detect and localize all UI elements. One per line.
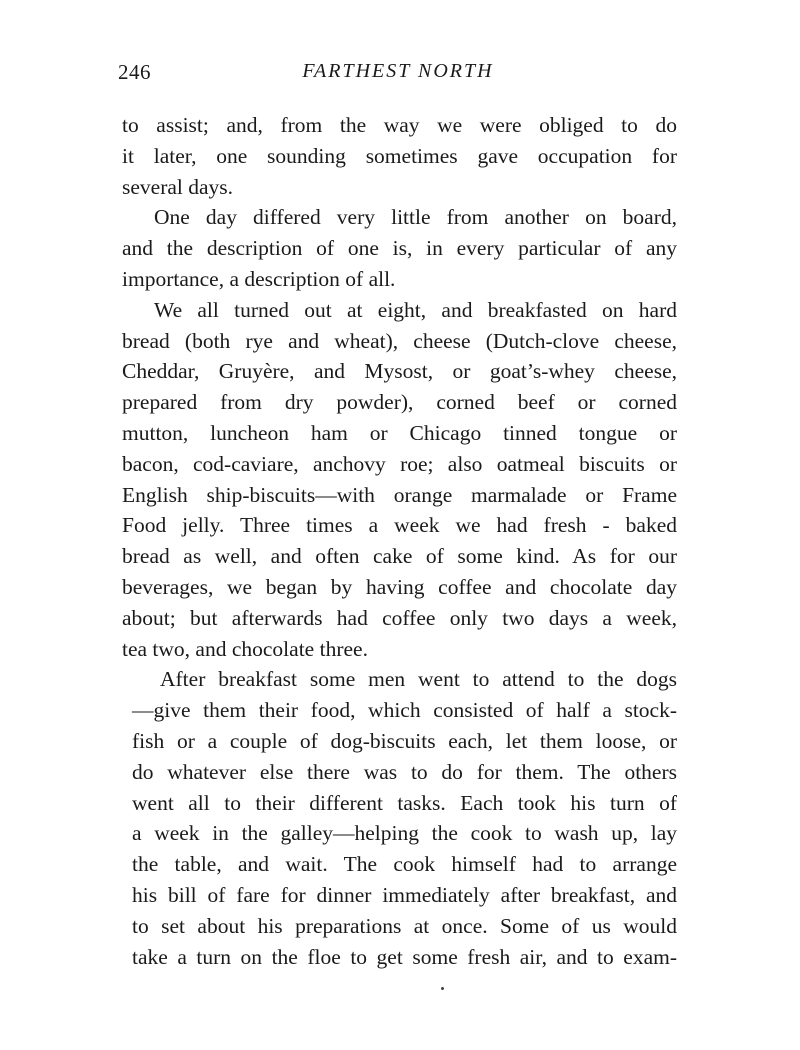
text-line: bacon, cod-caviare, anchovy roe; also oatmeal biscuits or [122, 451, 677, 476]
text-line: his bill of fare for dinner immediately after breakfast, and [132, 882, 677, 907]
text-line: Cheddar, Gruyère, and Mysost, or goat’s-whey cheese, [122, 359, 677, 384]
print-speck [441, 987, 444, 990]
text-line: it later, one sounding sometimes gave occupation for [122, 143, 677, 168]
text-line: After breakfast some men went to attend to the dogs [160, 667, 677, 692]
text-line: importance, a description of all. [122, 266, 396, 291]
text-line: mutton, luncheon ham or Chicago tinned tongue or [122, 420, 677, 445]
text-line: bread as well, and often cake of some kind. As for our [122, 544, 677, 569]
text-line: We all turned out at eight, and breakfasted on hard [154, 297, 677, 322]
text-line: prepared from dry powder), corned beef or corned [122, 390, 677, 415]
text-line: bread (both rye and wheat), cheese (Dutch-clove cheese, [122, 328, 677, 353]
running-title: FARTHEST NORTH [302, 60, 494, 82]
text-line: beverages, we began by having coffee and chocolate day [122, 574, 677, 599]
text-line: went all to their different tasks. Each took his turn of [132, 790, 677, 815]
text-line: to set about his preparations at once. Some of us would [132, 913, 677, 938]
text-line: about; but afterwards had coffee only two days a week, [122, 605, 677, 630]
text-line: —give them their food, which consisted of half a stock- [132, 698, 677, 723]
text-line: do whatever else there was to do for them. The others [132, 759, 677, 784]
text-line: and the description of one is, in every particular of any [122, 236, 677, 261]
page-number: 246 [118, 60, 151, 84]
text-line: Food jelly. Three times a week we had fresh - baked [122, 513, 677, 538]
text-line: to assist; and, from the way we were obliged to do [122, 113, 677, 137]
text-line: several days. [122, 174, 234, 199]
text-line: fish or a couple of dog-biscuits each, let them loose, or [132, 728, 677, 753]
text-line: a week in the galley—helping the cook to wash up, lay [132, 821, 677, 846]
text-line: English ship-biscuits—with orange marmalade or Frame [122, 482, 677, 507]
body-text [122, 110, 677, 972]
text-line: take a turn on the floe to get some fresh air, and to exam- [132, 944, 677, 969]
text-line: the table, and wait. The cook himself had to arrange [132, 852, 677, 877]
page-header [118, 60, 678, 90]
text-line: One day differed very little from another on board, [154, 205, 677, 230]
text-line: tea two, and chocolate three. [122, 636, 368, 661]
